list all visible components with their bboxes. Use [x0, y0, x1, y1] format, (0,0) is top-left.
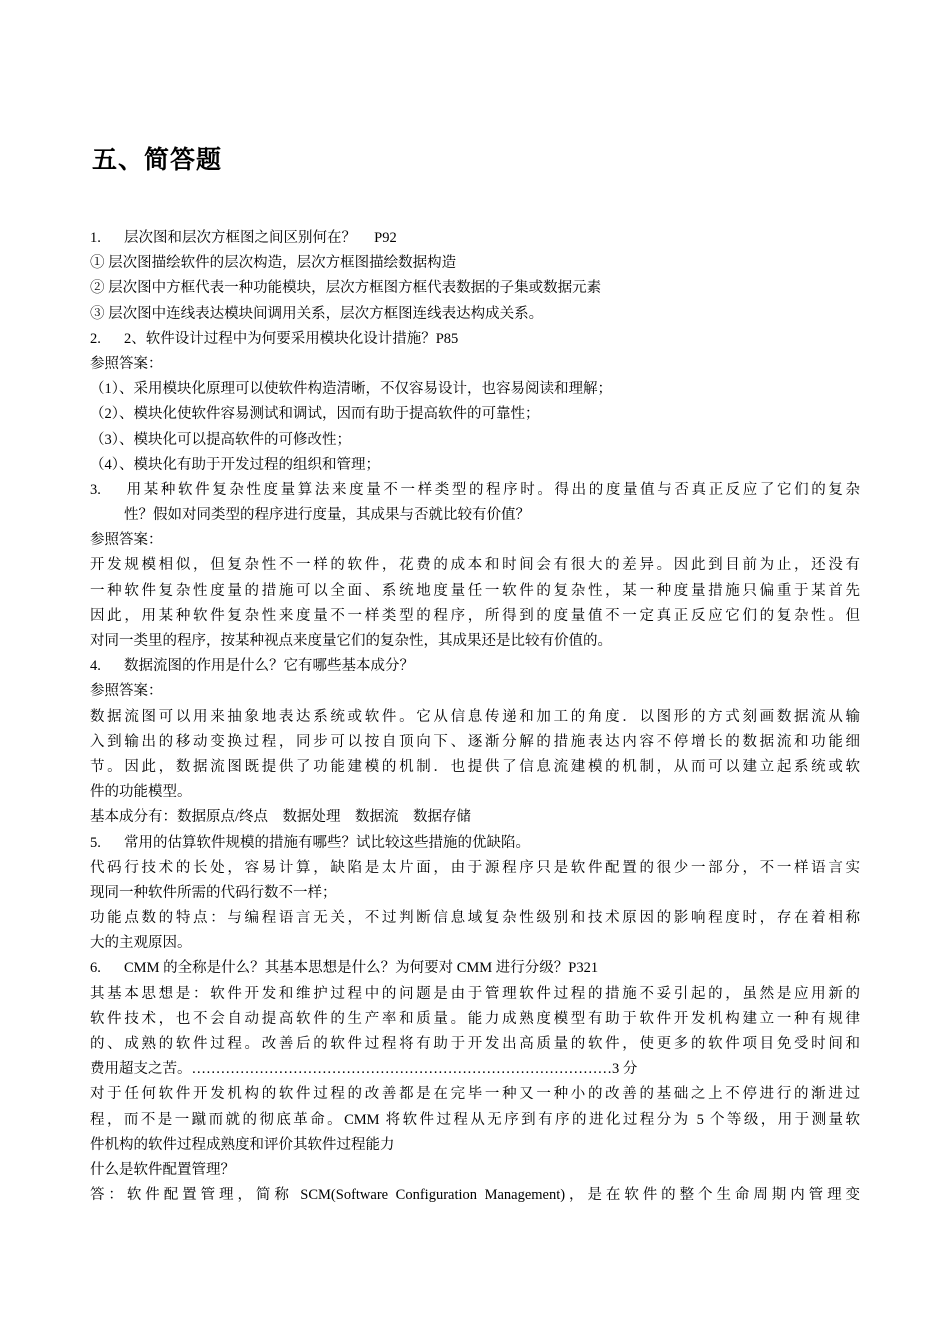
question-number: 4.: [90, 658, 101, 675]
question-number: 5.: [90, 834, 101, 851]
answer-line: （2）、模块化使软件容易测试和调试，因而有助于提高软件的可靠性；: [90, 406, 540, 423]
answer-line: ① 层次图描绘软件的层次构造，层次方框图描绘数据构造: [90, 255, 457, 272]
answer-line: 代码行技术的长处，容易计算，缺陷是太片面，由于源程序只是软件配置的很少一部分，不一样语言实: [90, 859, 860, 876]
section-title: 五、简答题: [92, 145, 223, 174]
answer-line: ② 层次图中方框代表一种功能模块，层次方框图方框代表数据的子集或数据元素: [90, 280, 602, 297]
answer-line: 基本成分有：数据原点/终点 数据处理 数据流 数据存储: [90, 809, 472, 826]
question-2: [90, 327, 860, 352]
question-text: 层次图和层次方框图之间区别何在？ P92: [124, 230, 397, 246]
question-number: 6.: [90, 960, 101, 977]
question-number: 1.: [90, 230, 101, 246]
answer-line: 程，而不是一蹴而就的彻底革命。CMM 将软件过程从无序到有序的进化过程分为 5 个等级，用于测量软: [90, 1111, 860, 1128]
answer-line: 软件技术，也不会自动提高软件的生产率和质量。能力成熟度模型有助于软件开发机构建立一种有规律: [90, 1010, 860, 1027]
answer-line: 入到输出的移动变换过程，同步可以按自顶向下、逐渐分解的措施表达内容不停增长的数据流和功能细: [90, 733, 860, 750]
question-7: 什么是软件配置管理？: [90, 1161, 235, 1178]
question-3: [90, 478, 860, 503]
answer-line: 功能点数的特点：与编程语言无关，不过判断信息域复杂性级别和技术原因的影响程度时，存在着相称: [90, 910, 860, 927]
answer-line: 节。因此，数据流图既提供了功能建模的机制．也提供了信息流建模的机制，从而可以建立起系统或软: [90, 758, 860, 775]
question-text: 数据流图的作用是什么？它有哪些基本成分？: [124, 658, 414, 675]
answer-line: 件的功能模型。: [90, 784, 192, 801]
answer-line: 现同一种软件所需的代码行数不一样；: [90, 884, 337, 901]
answer-line: 大的主观原因。: [90, 935, 192, 952]
question-text: 2、软件设计过程中为何要采用模块化设计措施？P85: [124, 330, 459, 347]
reference-answer-label: 参照答案：: [90, 532, 163, 549]
answer-line: ③ 层次图中连线表达模块间调用关系，层次方框图连线表达构成关系。: [90, 305, 544, 322]
answer-line: 件机构的软件过程成熟度和评价其软件过程能力: [90, 1136, 395, 1153]
answer-line: （1）、采用模块化原理可以使软件构造清晰，不仅容易设计，也容易阅读和理解；: [90, 381, 612, 398]
question-text: 用某种软件复杂性度量算法来度量不一样类型的程序时。得出的度量值与否真正反应了它们的复杂: [124, 481, 860, 498]
question-4: [90, 654, 860, 679]
question-6: [90, 956, 860, 981]
answer-line: 其基本思想是：软件开发和维护过程中的问题是由于管理软件过程的措施不妥引起的，虽然是应用新的: [90, 985, 860, 1002]
document-body: [90, 226, 860, 1208]
answer-line: （4）、模块化有助于开发过程的组织和管理；: [90, 456, 380, 473]
answer-line: 因此，用某种软件复杂性来度量不一样类型的程序，所得到的度量值不一定真正反应它们的复杂性。但: [90, 607, 860, 624]
question-5: [90, 831, 860, 856]
answer-line: 对同一类里的程序，按某种视点来度量它们的复杂性，其成果还是比较有价值的。: [90, 633, 612, 649]
question-number: 3.: [90, 481, 101, 498]
answer-line: 开发规模相似，但复杂性不一样的软件，花费的成本和时间会有很大的差异。因此到目前为止，还没有: [90, 557, 860, 574]
answer-line: （3）、模块化可以提高软件的可修改性；: [90, 431, 351, 448]
reference-answer-label: 参照答案：: [90, 355, 163, 372]
question-text-continued: 性？假如对同类型的程序进行度量，其成果与否就比较有价值？: [124, 507, 530, 524]
reference-answer-label: 参照答案：: [90, 683, 163, 700]
answer-line: 的、成熟的软件过程。改善后的软件过程将有助于开发出高质量的软件，使更多的软件项目免受时间和: [90, 1036, 860, 1052]
answer-line: 答：软件配置管理，简称 SCM(Software Configuration Management)，是在软件的整个生命周期内管理变: [90, 1187, 860, 1204]
question-1: [90, 226, 860, 251]
answer-line: 数据流图可以用来抽象地表达系统或软件。它从信息传递和加工的角度．以图形的方式刻画数据流从输: [90, 708, 860, 725]
answer-line: 费用超支之苦。……………………………………………………………………………3 分: [90, 1061, 638, 1078]
question-text: 常用的估算软件规模的措施有哪些？试比较这些措施的优缺陷。: [124, 834, 530, 851]
question-text: CMM 的全称是什么？其基本思想是什么？为何要对 CMM 进行分级？P321: [124, 960, 599, 977]
answer-line: 一种软件复杂性度量的措施可以全面、系统地度量任一软件的复杂性，某一种度量措施只偏重于某首先: [90, 582, 860, 599]
question-number: 2.: [90, 330, 101, 347]
answer-line: 对于任何软件开发机构的软件过程的改善都是在完毕一种又一种小的改善的基础之上不停进行的渐进过: [90, 1086, 860, 1103]
